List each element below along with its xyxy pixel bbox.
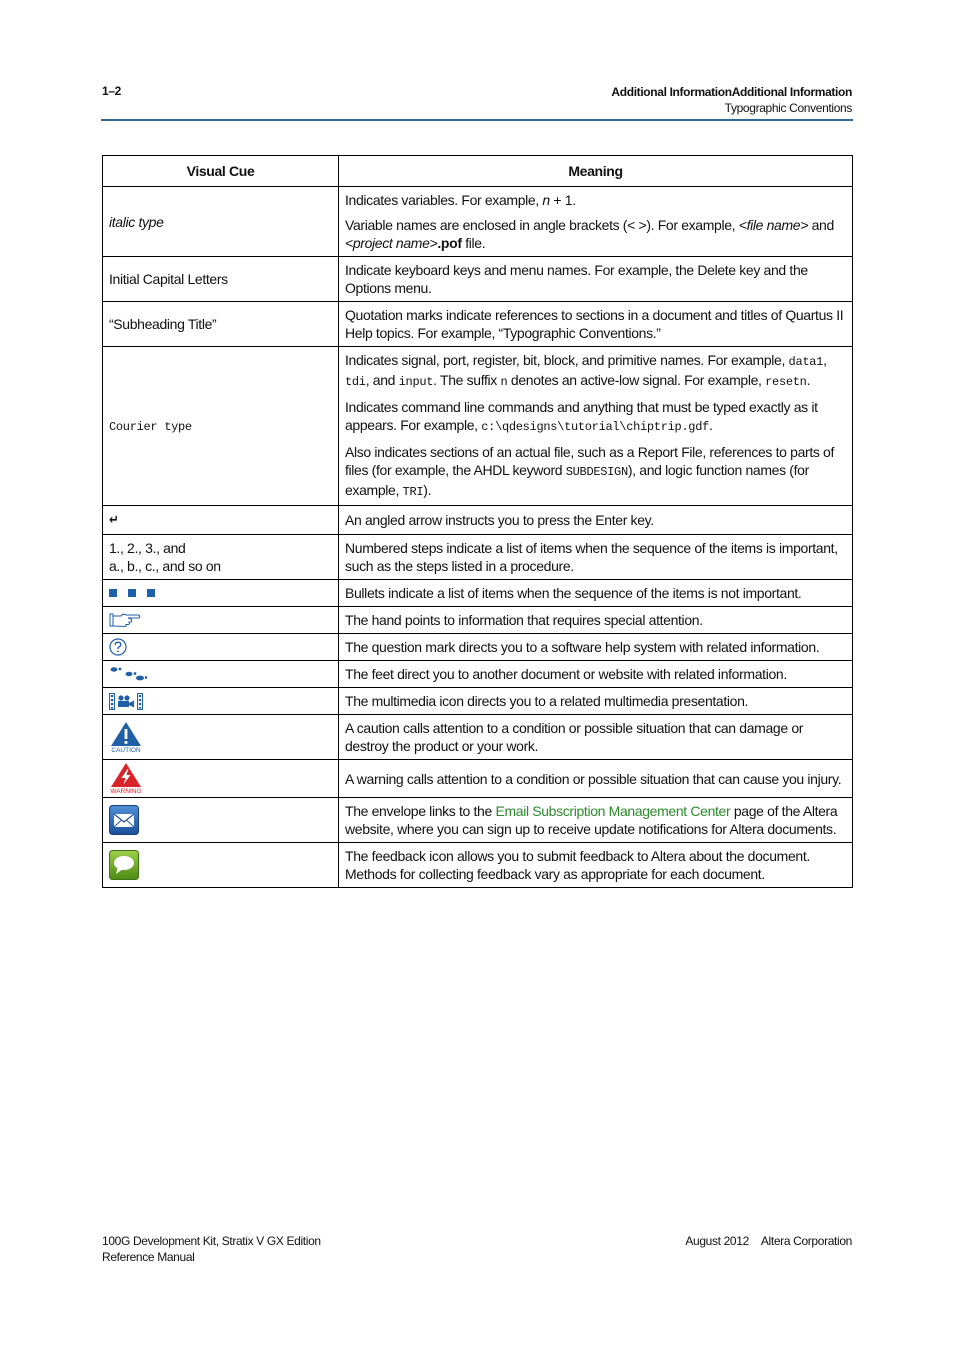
cue-courier-type: Courier type [109,420,192,434]
text: The envelope links to the [345,803,496,819]
meaning-cell: Indicate keyboard keys and menu names. For example, the Delete key and the Options menu. [339,257,853,302]
bullet-squares-icon [109,589,332,597]
caution-label: CAUTION [111,746,141,754]
code: SUBDESIGN [565,465,628,479]
meaning-cell: The feedback icon allows you to submit feedback to Altera about the document. Methods for collecting feedback vary as appropriate for each document. [339,843,853,888]
variable: n [542,192,550,208]
table-row [103,302,853,347]
table-row [103,607,853,634]
cue-cell [103,580,339,607]
meaning-paragraph [345,216,846,252]
footprints-icon [109,666,147,682]
code: data1 [788,355,824,369]
variable: <project name> [345,235,438,251]
chapter-title: Additional InformationAdditional Information [611,85,852,99]
footer-date: August 2012 [685,1234,749,1248]
column-header-meaning: Meaning [339,156,853,187]
footer-doc-type: Reference Manual [102,1250,195,1264]
cue-cell [103,607,339,634]
meaning-cell [339,187,853,257]
table-row [103,798,853,843]
meaning-cell: Quotation marks indicate references to sections in a document and titles of Quartus II Help topics. For example, “Typographic Conventions.” [339,302,853,347]
table-row [103,257,853,302]
meaning-cell: The hand points to information that requires special attention. [339,607,853,634]
variable: <file name> [738,217,809,233]
meaning-cell: The question mark directs you to a software help system with related information. [339,634,853,661]
text: ), and logic function names (for example, [345,462,809,498]
meaning-cell [339,347,853,506]
meaning-cell: The multimedia icon directs you to a related multimedia presentation. [339,688,853,715]
meaning-cell [339,798,853,843]
cue-cell [103,347,339,506]
code: c:\qdesigns\tutorial\chiptrip.gdf [481,420,710,434]
envelope-icon [109,805,139,835]
cue-cell [103,187,339,257]
text: Indicates command line commands and anything that must be typed exactly as it appears. For example, [345,399,818,433]
cue-cell: Initial Capital Letters [103,257,339,302]
text: . [709,417,713,433]
email-subscription-link[interactable]: Email Subscription Management Center [495,803,731,819]
meaning-paragraph [345,398,846,436]
footer-publisher-info [685,1233,852,1249]
footer-doc-title: 100G Development Kit, Stratix V GX Edition [102,1234,321,1248]
code: input [398,375,434,389]
text: , and [365,372,399,388]
meaning-paragraph [345,351,846,391]
code: resetn [765,375,807,389]
text: file. [461,235,486,251]
footer-company: Altera Corporation [760,1234,852,1248]
cue-cell [103,661,339,688]
text: , [823,352,827,368]
meaning-cell: Numbered steps indicate a list of items when the sequence of the items is important, such as the steps listed in a procedure. [339,535,853,580]
text: denotes an active-low signal. For example, [507,372,766,388]
cue-cell [103,688,339,715]
text: + 1. [549,192,576,208]
text: Indicates variables. For example, [345,192,543,208]
text: Also indicates sections of an actual file, such as a Report File, references to parts of files (for example, the AHDL keyword [345,444,835,478]
file-extension: .pof [437,235,462,251]
header-rule [101,119,853,121]
conventions-table [102,155,853,888]
cue-cell [103,760,339,798]
meaning-cell: Bullets indicate a list of items when the sequence of the items is not important. [339,580,853,607]
table-row [103,843,853,888]
meaning-cell: An angled arrow instructs you to press the Enter key. [339,506,853,535]
footer-doc-info [102,1233,321,1265]
feedback-bubble-icon [109,850,139,880]
table-row [103,347,853,506]
table-row [103,634,853,661]
text: ). [423,482,432,498]
meaning-paragraph [345,443,846,501]
code: tdi [345,375,366,389]
cue-cell [103,798,339,843]
text: . [806,372,811,388]
column-header-visual-cue: Visual Cue [103,156,339,187]
text: Indicates signal, port, register, bit, block, and primitive names. For example, [345,352,789,368]
cue-cell [103,843,339,888]
cue-numbered-line: 1., 2., 3., and [109,540,186,556]
caution-triangle-icon [109,721,143,754]
code: TRI [402,485,424,499]
running-header [611,84,852,116]
cue-lettered-line: a., b., c., and so on [109,558,221,574]
meaning-cell: A warning calls attention to a condition or possible situation that can cause you injury. [339,760,853,798]
warning-triangle-icon [109,762,143,795]
code: n [500,375,508,389]
section-title: Typographic Conventions [724,101,852,115]
multimedia-film-icon [109,693,143,710]
text: and [808,217,834,233]
cue-cell [103,506,339,535]
text: . The suffix [433,372,501,388]
table-row [103,580,853,607]
table-header-row [103,156,853,187]
table-row [103,535,853,580]
meaning-cell: The feet direct you to another document or website with related information. [339,661,853,688]
table-row [103,760,853,798]
meaning-cell: A caution calls attention to a condition or possible situation that can damage or destroy the product or your work. [339,715,853,760]
table-row [103,187,853,257]
table-row [103,661,853,688]
text: page of the Altera website, where you can sign up to receive update notifications for Altera documents. [345,803,838,837]
enter-arrow-icon: ↵ [109,513,119,528]
cue-cell: “Subheading Title” [103,302,339,347]
text: Variable names are enclosed in angle brackets (< >). For example, [345,217,739,233]
cue-italic-type: italic type [109,213,164,230]
question-mark-icon [109,638,127,656]
table-row [103,688,853,715]
cue-cell [103,634,339,661]
page-number: 1–2 [102,84,121,98]
cue-cell [103,535,339,580]
table-row [103,715,853,760]
pointing-hand-icon [109,612,141,628]
table-row [103,506,853,535]
meaning-paragraph [345,191,846,209]
warning-label: WARNING [110,788,142,795]
cue-cell [103,715,339,760]
